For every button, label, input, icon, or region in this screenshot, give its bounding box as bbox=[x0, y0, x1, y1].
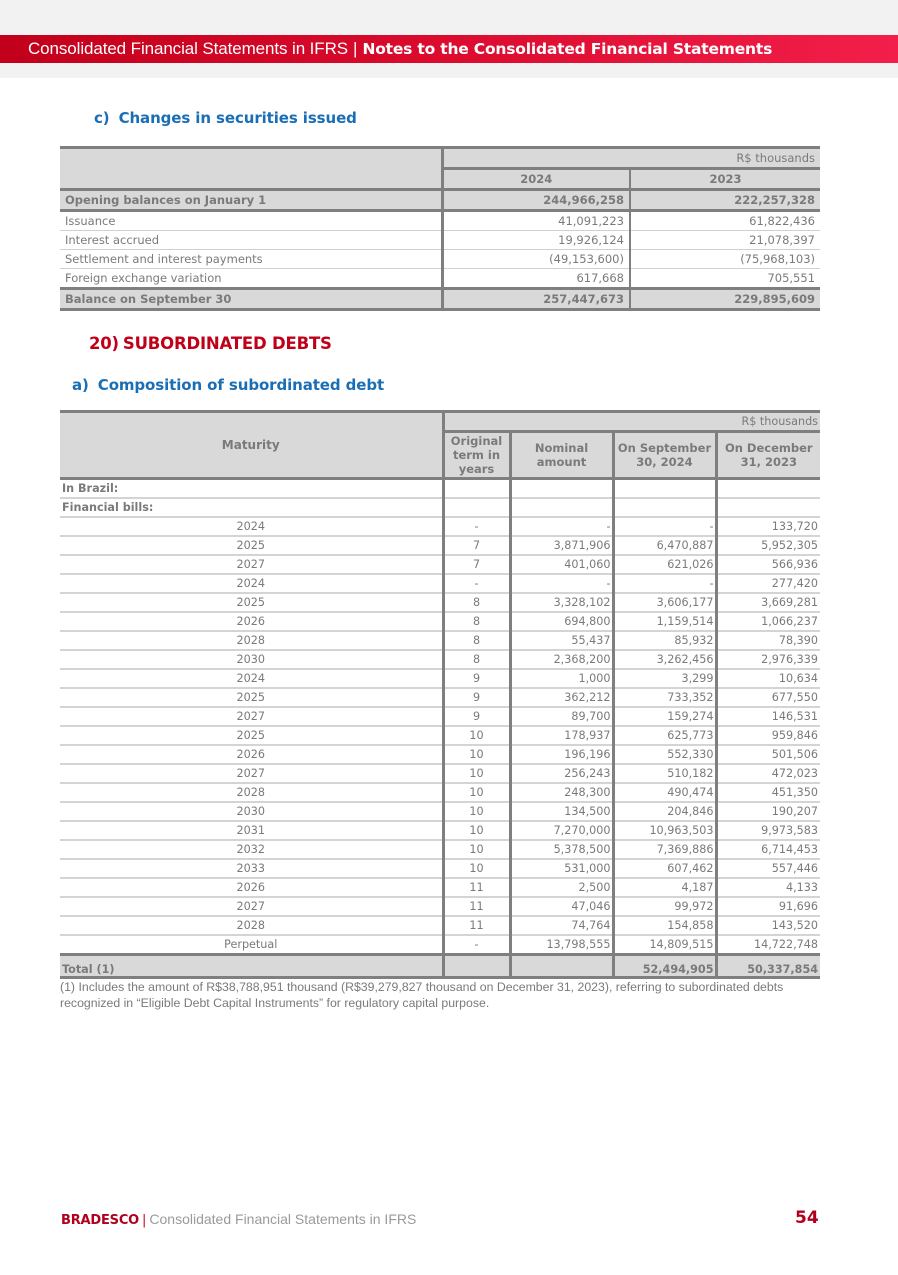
cell-maturity: Perpetual bbox=[60, 935, 443, 955]
cell-nominal: 531,000 bbox=[510, 859, 613, 878]
table-row-total bbox=[60, 955, 820, 978]
cell-maturity: 2028 bbox=[60, 631, 443, 650]
footnote: (1) Includes the amount of R$38,788,951 thousand (R$39,279,827 thousand on December 31, 2023), referring to subordinated debts recognized in “Eligible Debt Capital Instruments” for regulatory capital purpose. bbox=[60, 980, 784, 1010]
section-heading-20 bbox=[89, 334, 332, 353]
cell-term: 8 bbox=[443, 631, 510, 650]
table-row bbox=[60, 859, 820, 878]
empty-cell bbox=[716, 479, 820, 499]
total-label: Total (1) bbox=[60, 955, 443, 978]
cell-dec-2023: 472,023 bbox=[716, 764, 820, 783]
cell-term: 8 bbox=[443, 612, 510, 631]
unit-label: R$ thousands bbox=[442, 148, 820, 169]
cell-dec-2023: 566,936 bbox=[716, 555, 820, 574]
column-header-2023: 2023 bbox=[630, 169, 820, 190]
page-footer bbox=[61, 1211, 416, 1228]
cell-maturity: 2032 bbox=[60, 840, 443, 859]
cell-nominal: - bbox=[510, 517, 613, 536]
cell-2024: 41,091,223 bbox=[442, 211, 630, 231]
cell-nominal: 401,060 bbox=[510, 555, 613, 574]
column-header-nominal: Nominal amount bbox=[510, 432, 613, 479]
cell-nominal: 694,800 bbox=[510, 612, 613, 631]
cell-term: 11 bbox=[443, 897, 510, 916]
cell-nominal: 55,437 bbox=[510, 631, 613, 650]
cell-maturity: 2027 bbox=[60, 707, 443, 726]
cell-maturity: 2026 bbox=[60, 745, 443, 764]
row-label: Opening balances on January 1 bbox=[60, 190, 442, 211]
table-row bbox=[60, 231, 820, 250]
cell-dec-2023: 557,446 bbox=[716, 859, 820, 878]
cell-term: 8 bbox=[443, 593, 510, 612]
subsection-label: a) bbox=[72, 376, 89, 394]
table-row bbox=[60, 612, 820, 631]
cell-sep-2024: 3,606,177 bbox=[613, 593, 716, 612]
cell-sep-2024: 204,846 bbox=[613, 802, 716, 821]
cell-dec-2023: 3,669,281 bbox=[716, 593, 820, 612]
cell-term: 10 bbox=[443, 764, 510, 783]
subsection-heading-c bbox=[94, 109, 357, 127]
cell-nominal: 13,798,555 bbox=[510, 935, 613, 955]
cell-sep-2024: 733,352 bbox=[613, 688, 716, 707]
cell-sep-2024: 159,274 bbox=[613, 707, 716, 726]
cell-maturity: 2027 bbox=[60, 764, 443, 783]
cell-term: 7 bbox=[443, 555, 510, 574]
cell-dec-2023: 6,714,453 bbox=[716, 840, 820, 859]
cell-2023: (75,968,103) bbox=[630, 250, 820, 269]
cell-maturity: 2027 bbox=[60, 897, 443, 916]
cell-sep-2024: 10,963,503 bbox=[613, 821, 716, 840]
header-separator: | bbox=[353, 39, 358, 58]
table-row bbox=[60, 916, 820, 935]
section-title: SUBORDINATED DEBTS bbox=[122, 334, 332, 353]
cell-sep-2024: 85,932 bbox=[613, 631, 716, 650]
cell-nominal: 134,500 bbox=[510, 802, 613, 821]
cell-maturity: 2028 bbox=[60, 783, 443, 802]
column-header-2024: 2024 bbox=[442, 169, 630, 190]
footer-brand: BRADESCO bbox=[61, 1213, 140, 1228]
cell-dec-2023: 146,531 bbox=[716, 707, 820, 726]
cell-term: - bbox=[443, 935, 510, 955]
subsection-title: Composition of subordinated debt bbox=[97, 376, 385, 394]
cell-sep-2024: 621,026 bbox=[613, 555, 716, 574]
cell-2024: 257,447,673 bbox=[442, 289, 630, 310]
cell-maturity: 2026 bbox=[60, 878, 443, 897]
cell-maturity: 2030 bbox=[60, 650, 443, 669]
cell-nominal: 196,196 bbox=[510, 745, 613, 764]
cell-sep-2024: - bbox=[613, 517, 716, 536]
empty-cell bbox=[443, 498, 510, 517]
cell-nominal: 47,046 bbox=[510, 897, 613, 916]
cell-term: 10 bbox=[443, 783, 510, 802]
table-row bbox=[60, 517, 820, 536]
table-row bbox=[60, 669, 820, 688]
cell-dec-2023: 1,066,237 bbox=[716, 612, 820, 631]
cell-maturity: 2025 bbox=[60, 593, 443, 612]
cell-2023: 705,551 bbox=[630, 269, 820, 289]
table-header-blank bbox=[60, 148, 442, 190]
table-row bbox=[60, 783, 820, 802]
table-row bbox=[60, 802, 820, 821]
group-row-financial-bills bbox=[60, 498, 820, 517]
cell-sep-2024: 4,187 bbox=[613, 878, 716, 897]
cell-sep-2024: 99,972 bbox=[613, 897, 716, 916]
cell-maturity: 2028 bbox=[60, 916, 443, 935]
cell-2023: 61,822,436 bbox=[630, 211, 820, 231]
cell-sep-2024: 154,858 bbox=[613, 916, 716, 935]
row-label: Balance on September 30 bbox=[65, 292, 232, 306]
cell-sep-2024: 14,809,515 bbox=[613, 935, 716, 955]
cell-dec-2023: 677,550 bbox=[716, 688, 820, 707]
table-row-opening bbox=[60, 190, 820, 211]
table-row bbox=[60, 250, 820, 269]
table-row bbox=[60, 745, 820, 764]
cell-nominal: 2,368,200 bbox=[510, 650, 613, 669]
table-row bbox=[60, 574, 820, 593]
cell-maturity: 2024 bbox=[60, 574, 443, 593]
cell-term: 11 bbox=[443, 916, 510, 935]
group-label: Financial bills: bbox=[60, 498, 443, 517]
cell-term: 10 bbox=[443, 859, 510, 878]
cell-2023: 229,895,609 bbox=[630, 289, 820, 310]
cell-maturity: 2033 bbox=[60, 859, 443, 878]
cell-dec-2023: 10,634 bbox=[716, 669, 820, 688]
cell-nominal: 89,700 bbox=[510, 707, 613, 726]
empty-cell bbox=[443, 479, 510, 499]
cell-nominal: 2,500 bbox=[510, 878, 613, 897]
table-row bbox=[60, 764, 820, 783]
cell-term: 10 bbox=[443, 726, 510, 745]
cell-term: - bbox=[443, 574, 510, 593]
table-row bbox=[60, 726, 820, 745]
table-row bbox=[60, 555, 820, 574]
column-header-maturity: Maturity bbox=[60, 412, 443, 479]
table-row bbox=[60, 269, 820, 289]
cell-sep-2024: 490,474 bbox=[613, 783, 716, 802]
empty-cell bbox=[510, 479, 613, 499]
cell-2023: 21,078,397 bbox=[630, 231, 820, 250]
table-row bbox=[60, 650, 820, 669]
cell-sep-2024: 552,330 bbox=[613, 745, 716, 764]
empty-cell bbox=[716, 498, 820, 517]
cell-term: 10 bbox=[443, 802, 510, 821]
column-header-dec-2023: On December 31, 2023 bbox=[716, 432, 820, 479]
cell-maturity: 2031 bbox=[60, 821, 443, 840]
cell-dec-2023: 959,846 bbox=[716, 726, 820, 745]
cell-term: 7 bbox=[443, 536, 510, 555]
cell-term: 10 bbox=[443, 840, 510, 859]
cell-dec-2023: 501,506 bbox=[716, 745, 820, 764]
cell-sep-2024: 625,773 bbox=[613, 726, 716, 745]
cell-2023: 222,257,328 bbox=[630, 190, 820, 211]
cell-dec-2023: 91,696 bbox=[716, 897, 820, 916]
cell-nominal: 3,328,102 bbox=[510, 593, 613, 612]
cell-nominal: 74,764 bbox=[510, 916, 613, 935]
cell-2024: 244,966,258 bbox=[442, 190, 630, 211]
cell-dec-2023: 451,350 bbox=[716, 783, 820, 802]
cell-dec-2023: 78,390 bbox=[716, 631, 820, 650]
cell-nominal: - bbox=[510, 574, 613, 593]
page-number: 54 bbox=[795, 1208, 819, 1228]
empty-cell bbox=[613, 498, 716, 517]
table-row bbox=[60, 631, 820, 650]
cell-nominal: 1,000 bbox=[510, 669, 613, 688]
table-row bbox=[60, 593, 820, 612]
cell-2024: (49,153,600) bbox=[442, 250, 630, 269]
page-header-bar bbox=[0, 35, 898, 63]
cell-dec-2023: 2,976,339 bbox=[716, 650, 820, 669]
table-row bbox=[60, 211, 820, 231]
cell-sep-2024: 3,262,456 bbox=[613, 650, 716, 669]
empty-cell bbox=[613, 479, 716, 499]
table-row bbox=[60, 878, 820, 897]
total-sep-2024: 52,494,905 bbox=[613, 955, 716, 978]
cell-nominal: 5,378,500 bbox=[510, 840, 613, 859]
header-title-bold: Notes to the Consolidated Financial Statements bbox=[362, 40, 773, 58]
table-body bbox=[60, 517, 820, 955]
table-row bbox=[60, 707, 820, 726]
section-number: 20) bbox=[89, 334, 119, 353]
column-header-term: Original term in years bbox=[443, 432, 510, 479]
table-row bbox=[60, 897, 820, 916]
cell-maturity: 2024 bbox=[60, 669, 443, 688]
column-header-sep-2024: On September 30, 2024 bbox=[613, 432, 716, 479]
cell-sep-2024: 1,159,514 bbox=[613, 612, 716, 631]
cell-sep-2024: - bbox=[613, 574, 716, 593]
cell-dec-2023: 14,722,748 bbox=[716, 935, 820, 955]
cell-nominal: 362,212 bbox=[510, 688, 613, 707]
cell-term: - bbox=[443, 517, 510, 536]
cell-maturity: 2026 bbox=[60, 612, 443, 631]
cell-sep-2024: 7,369,886 bbox=[613, 840, 716, 859]
cell-term: 11 bbox=[443, 878, 510, 897]
cell-term: 8 bbox=[443, 650, 510, 669]
cell-nominal: 178,937 bbox=[510, 726, 613, 745]
cell-nominal: 7,270,000 bbox=[510, 821, 613, 840]
empty-cell bbox=[510, 498, 613, 517]
cell-dec-2023: 277,420 bbox=[716, 574, 820, 593]
cell-term: 9 bbox=[443, 669, 510, 688]
cell-dec-2023: 143,520 bbox=[716, 916, 820, 935]
cell-sep-2024: 6,470,887 bbox=[613, 536, 716, 555]
cell-term: 9 bbox=[443, 707, 510, 726]
footer-text: Consolidated Financial Statements in IFRS bbox=[149, 1211, 417, 1227]
table-row bbox=[60, 688, 820, 707]
cell-dec-2023: 5,952,305 bbox=[716, 536, 820, 555]
table-row bbox=[60, 821, 820, 840]
subsection-heading-a bbox=[72, 376, 384, 394]
cell-maturity: 2025 bbox=[60, 688, 443, 707]
cell-dec-2023: 4,133 bbox=[716, 878, 820, 897]
row-label: Foreign exchange variation bbox=[60, 269, 442, 289]
subsection-title: Changes in securities issued bbox=[118, 109, 357, 127]
changes-in-securities-table bbox=[60, 146, 820, 311]
footer-separator: | bbox=[142, 1213, 147, 1228]
cell-maturity: 2027 bbox=[60, 555, 443, 574]
empty-cell bbox=[443, 955, 510, 978]
cell-term: 10 bbox=[443, 821, 510, 840]
cell-dec-2023: 190,207 bbox=[716, 802, 820, 821]
cell-sep-2024: 607,462 bbox=[613, 859, 716, 878]
cell-maturity: 2024 bbox=[60, 517, 443, 536]
cell-maturity: 2025 bbox=[60, 726, 443, 745]
table-row bbox=[60, 840, 820, 859]
cell-sep-2024: 3,299 bbox=[613, 669, 716, 688]
subordinated-debt-table bbox=[60, 410, 820, 979]
total-dec-2023: 50,337,854 bbox=[716, 955, 820, 978]
cell-sep-2024: 510,182 bbox=[613, 764, 716, 783]
row-label: Interest accrued bbox=[60, 231, 442, 250]
cell-nominal: 248,300 bbox=[510, 783, 613, 802]
empty-cell bbox=[510, 955, 613, 978]
row-label: Issuance bbox=[60, 211, 442, 231]
cell-dec-2023: 133,720 bbox=[716, 517, 820, 536]
cell-2024: 19,926,124 bbox=[442, 231, 630, 250]
row-label: Settlement and interest payments bbox=[60, 250, 442, 269]
header-title-light: Consolidated Financial Statements in IFRS bbox=[28, 39, 349, 58]
group-label: In Brazil: bbox=[60, 479, 443, 499]
subsection-label: c) bbox=[94, 109, 110, 127]
cell-maturity: 2025 bbox=[60, 536, 443, 555]
cell-maturity: 2030 bbox=[60, 802, 443, 821]
group-row-in-brazil bbox=[60, 479, 820, 499]
table-row bbox=[60, 935, 820, 955]
cell-nominal: 3,871,906 bbox=[510, 536, 613, 555]
table-row-closing bbox=[60, 289, 820, 310]
cell-dec-2023: 9,973,583 bbox=[716, 821, 820, 840]
cell-term: 10 bbox=[443, 745, 510, 764]
unit-label: R$ thousands bbox=[443, 412, 820, 432]
table-row bbox=[60, 536, 820, 555]
cell-nominal: 256,243 bbox=[510, 764, 613, 783]
cell-2024: 617,668 bbox=[442, 269, 630, 289]
cell-term: 9 bbox=[443, 688, 510, 707]
